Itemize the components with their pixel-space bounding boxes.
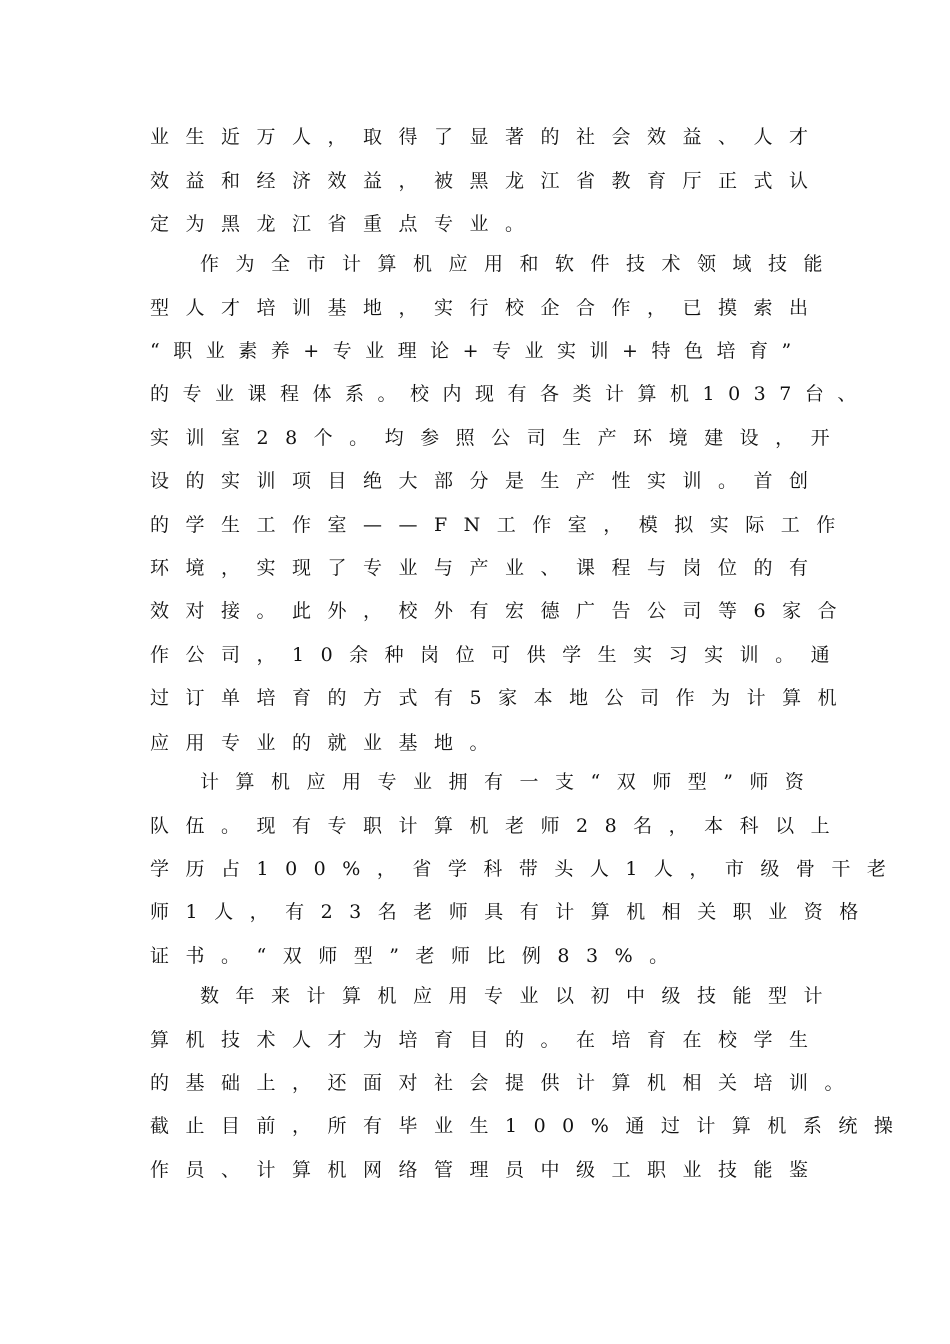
text-line: 的学生工作室——FN工作室，模拟实际工作 [150,514,852,536]
text-line: 实训室28个。均参照公司生产环境建设，开 [150,427,847,449]
text-line: 学历占100%，省学科带头人1人，市级骨干老 [150,858,903,880]
text-line: 定为黑龙江省重点专业。 [150,213,541,235]
text-line: 作员、计算机网络管理员中级工职业技能鉴 [150,1159,825,1181]
text-line: 队伍。现有专职计算机老师28名，本科以上 [150,815,847,837]
text-line: 计算机应用专业拥有一支“双师型”师资 [200,771,821,793]
text-line: 算机技术人才为培育目的。在培育在校学生 [150,1029,825,1051]
text-line: 数年来计算机应用专业以初中级技能型计 [200,985,840,1007]
text-line: “职业素养+专业理论+专业实训+特色培育” [150,340,805,362]
text-line: 过订单培育的方式有5家本地公司作为计算机 [150,687,854,709]
text-line: 师1人，有23名老师具有计算机相关职业资格 [150,901,875,923]
text-line: 型人才培训基地，实行校企合作，已摸索出 [150,297,825,319]
text-line: 效益和经济效益，被黑龙江省教育厅正式认 [150,170,825,192]
text-line: 设的实训项目绝大部分是生产性实训。首创 [150,470,825,492]
text-line: 的专业课程体系。校内现有各类计算机1037台、 [150,383,870,405]
text-line: 作为全市计算机应用和软件技术领域技能 [200,253,840,275]
text-line: 环境，实现了专业与产业、课程与岗位的有 [150,557,825,579]
text-line: 作公司，10余种岗位可供学生实习实训。通 [150,644,847,666]
text-line: 的基础上，还面对社会提供计算机相关培训。 [150,1072,861,1094]
text-line: 截止目前，所有毕业生100%通过计算机系统操 [150,1115,910,1137]
text-line: 业生近万人，取得了显著的社会效益、人才 [150,126,825,148]
text-line: 应用专业的就业基地。 [150,732,506,754]
text-line: 证书。“双师型”老师比例83%。 [150,945,685,967]
text-line: 效对接。此外，校外有宏德广告公司等6家合 [150,600,854,622]
